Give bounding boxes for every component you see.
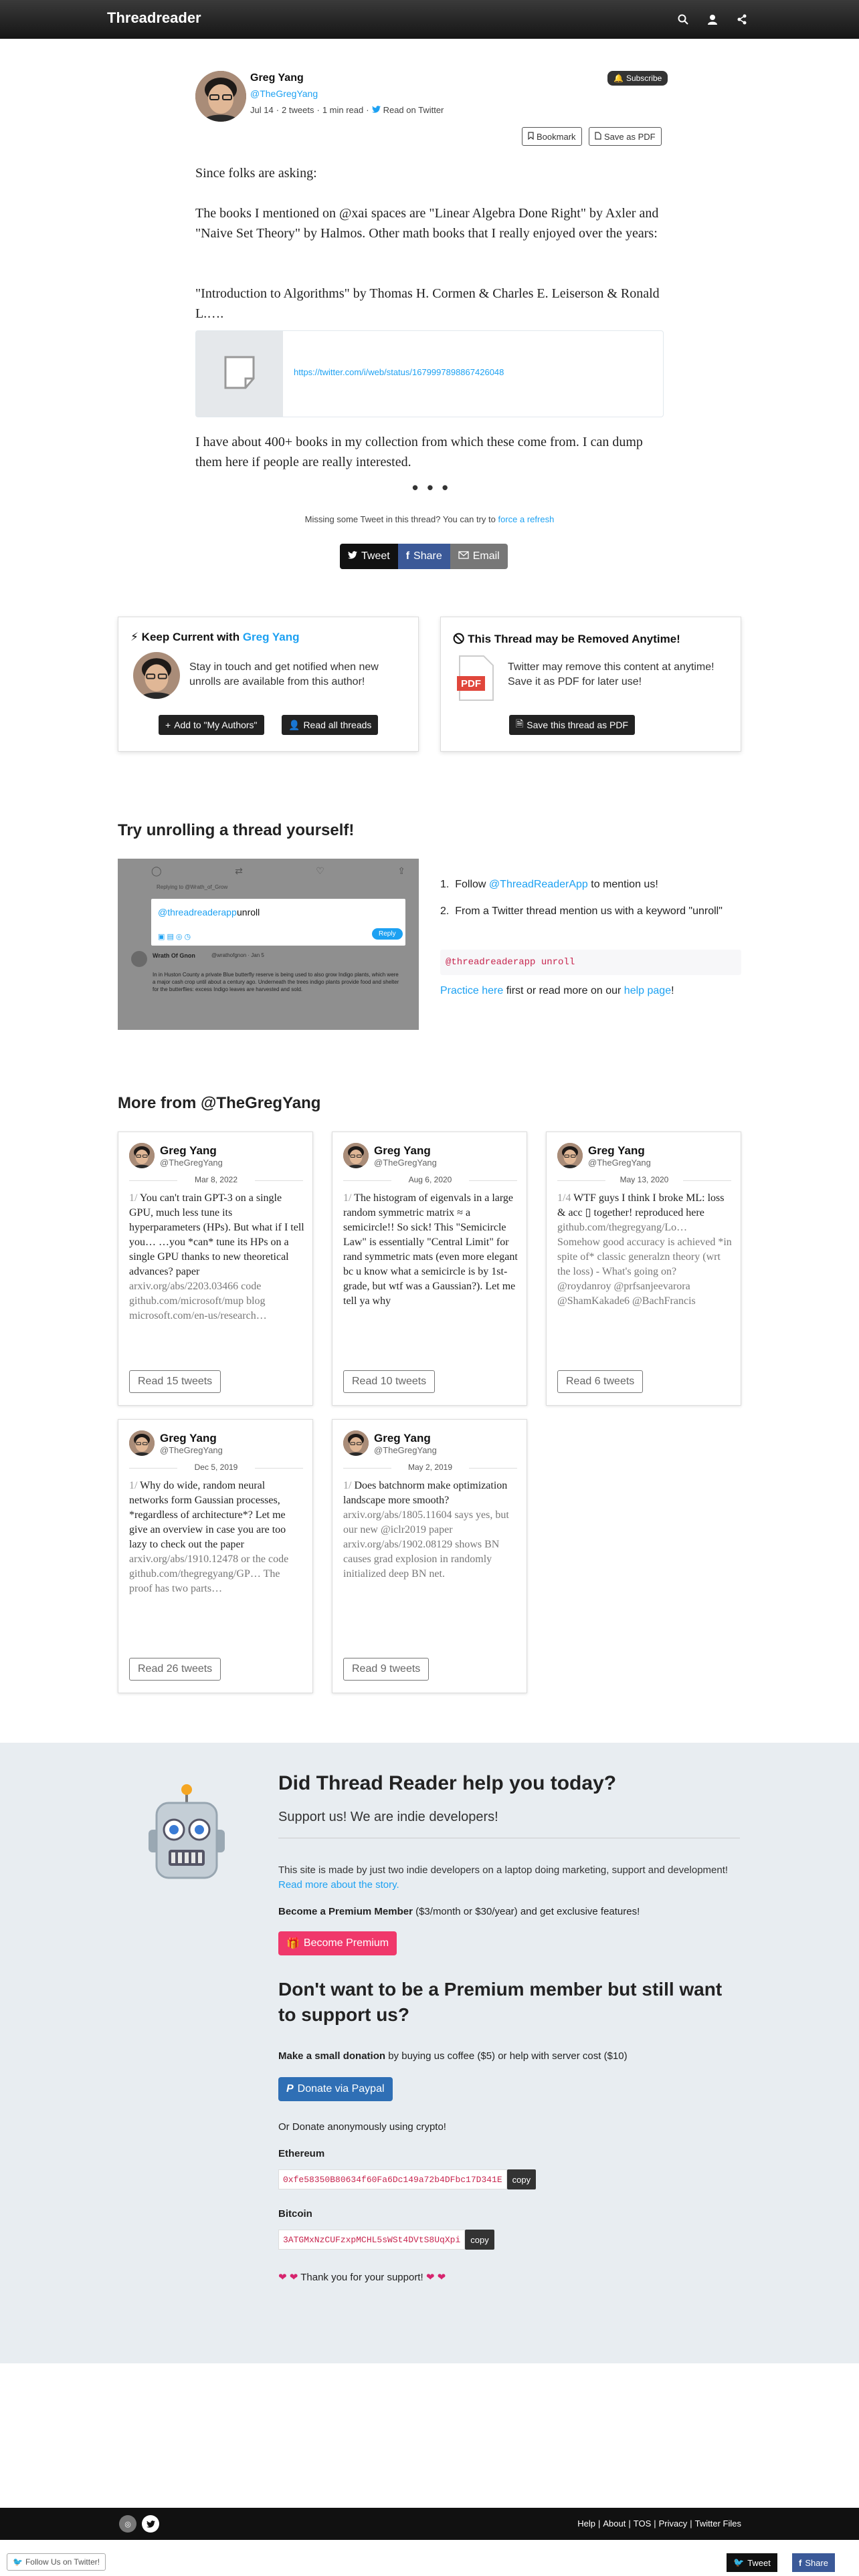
search-icon[interactable] [674,11,692,28]
bottom-bar [0,2551,859,2576]
threadreader-icon[interactable]: ◎ [119,2515,136,2533]
bitcoin-row [278,2230,494,2250]
bitcoin-address[interactable]: 3ATGMxNzCUFzxpMCHL5sWSt4DVtS8UqXpi [278,2230,465,2250]
copy-bitcoin-button[interactable]: copy [465,2230,494,2250]
removed-text: Twitter may remove this content at anytime! Save it as PDF for later use! [508,661,714,687]
follow-us-button[interactable]: 🐦 Follow Us on Twitter! [7,2553,106,2571]
step-1: 1. Follow @ThreadReaderApp to mention us! [440,879,658,890]
document-icon [221,354,258,394]
share-label: Share [413,550,442,562]
sample-avatar [131,951,147,967]
card-author-handle: @TheGregYang [374,1158,437,1168]
follow-link[interactable]: @ThreadReaderApp [488,879,588,890]
share-buttons [340,544,508,569]
card-tweet-number: 1/4 [557,1192,571,1204]
tweet-paragraph: I have about 400+ books in my collection from which these come from. I can dump them here if people are really interested. [195,435,643,469]
footer-links: Help | About | TOS | Privacy | Twitter Files [577,2518,741,2529]
plus-icon: + [165,720,171,730]
support-subtitle: Support us! We are indie developers! [278,1810,498,1824]
read-tweets-button[interactable]: Read 15 tweets [129,1370,221,1393]
paypal-icon: P [286,2083,294,2095]
read-tweets-button[interactable]: Read 10 tweets [343,1370,435,1393]
card-avatar [343,1143,369,1168]
author-handle[interactable]: @TheGregYang [250,88,318,99]
story-link[interactable]: Read more about the story. [278,1879,399,1891]
email-button[interactable] [450,544,508,569]
copy-ethereum-button[interactable]: copy [507,2169,536,2189]
tweet-label: Tweet [361,550,390,562]
step-2: 2. From a Twitter thread mention us with a keyword "unroll" [440,905,723,917]
navbar [0,0,859,39]
help-page-link[interactable]: help page [624,985,672,996]
card-text [343,1191,518,1309]
footer-link-help[interactable]: Help [577,2518,595,2529]
support-title-2: Don't want to be a Premium member but still want to support us? [278,1979,723,2025]
read-tweets-button[interactable]: Read 26 tweets [129,1658,221,1681]
reply-button: Reply [372,928,403,940]
user-icon[interactable] [704,11,721,28]
pdf-file-icon [457,655,496,702]
card-author-name: Greg Yang [160,1432,217,1444]
compose-icons: ▣ ▤ ◎ ◷ [158,933,191,941]
sample-author: Wrath Of Gnon [153,952,195,959]
bookmark-icon [528,132,534,142]
card-date: Mar 8, 2022 [129,1175,303,1184]
tweet-count: 2 tweets [282,105,314,115]
card-tweet-number: 1/ [129,1480,138,1491]
thread-card[interactable] [546,1132,741,1406]
thread-meta: Jul 14 · 2 tweets · 1 min read · Read on Twitter [250,105,444,115]
card-author-handle: @TheGregYang [588,1158,651,1168]
file-icon: 🗎 [516,718,524,729]
card-text [557,1191,733,1309]
author-link[interactable]: Greg Yang [242,631,300,643]
donate-paypal-button[interactable]: P Donate via Paypal [278,2077,393,2101]
save-thread-pdf-button[interactable]: 🗎 Save this thread as PDF [509,715,635,735]
card-author-name: Greg Yang [160,1144,217,1157]
thread-card[interactable] [332,1132,527,1406]
tweet-paragraph: "Introduction to Algorithms" by Thomas H. Cormen & Charles E. Leiserson & Ronald L.…. [195,286,660,321]
thread-card[interactable] [118,1419,313,1693]
card-author-name: Greg Yang [374,1432,431,1444]
card-avatar [343,1430,369,1456]
footer-link-twitter-files[interactable]: Twitter Files [694,2518,741,2529]
crypto-text: Or Donate anonymously using crypto! [278,2121,446,2133]
facebook-icon: f [799,2557,802,2568]
card-author-name: Greg Yang [588,1144,645,1157]
twitter-bird-icon: 🐦 [733,2557,745,2567]
unroll-demo-image [118,859,419,1030]
thanks-text: ❤ ❤ Thank you for your support! ❤ ❤ [278,2272,446,2283]
tweet-paragraph: Since folks are asking: [195,166,317,181]
twitter-bird-icon: 🐦 [13,2557,23,2567]
thread-card[interactable] [118,1132,313,1406]
envelope-icon [458,550,469,562]
card-tweet-number: 1/ [343,1480,352,1491]
facebook-share-button[interactable] [398,544,450,569]
card-date: Dec 5, 2019 [129,1463,303,1472]
card-avatar [557,1143,583,1168]
twitter-bird-icon [372,105,381,115]
keep-current-title: ⚡ Keep Current with Greg Yang [130,631,300,643]
footer-link-privacy[interactable]: Privacy [658,2518,688,2529]
read-all-threads-button[interactable]: 👤 Read all threads [282,715,378,735]
tweet-action-icons [151,865,405,881]
heart-icons: ❤ ❤ [278,2272,298,2283]
try-unroll-title: Try unrolling a thread yourself! [118,821,355,839]
more-from-title: More from @TheGregYang [118,1094,321,1112]
card-text [129,1479,304,1596]
twitter-bird-icon [348,550,357,562]
card-tweet-text: The histogram of eigenvals in a large random symmetric matrix ≈ a semicircle!! So sick! This "Semicircle Law" is essentially "Central Limit" for rand symmetric mats (even more elegant bc u know what a semicircle is by 1st-grade, but wtf was a Gaussian?). Let me tell ya why [343,1192,518,1307]
author-avatar [133,652,180,699]
twitter-icon[interactable] [142,2515,159,2533]
email-label: Email [472,550,500,562]
retweet-icon: ⇄ [235,865,243,876]
reply-icon: ◯ [151,865,162,876]
footer-share-button[interactable]: f Share [792,2553,835,2572]
card-tweet-links: github.com/thegregyang/Lo… Somehow good accuracy is achieved *in spite of* classic generalzn theory (wrt the loss) - What's going on? @roydanroy @prfsanjeevarora @ShamKakade6 @BachFrancis [557,1222,732,1307]
ban-icon: 🛇 [453,633,465,645]
heart-icons: ❤ ❤ [425,2272,446,2283]
card-avatar [129,1430,155,1456]
keep-current-card [118,617,419,752]
card-tweet-number: 1/ [129,1192,138,1204]
card-date: Aug 6, 2020 [343,1175,517,1184]
ethereum-label: Ethereum [278,2148,325,2159]
card-text [129,1191,304,1323]
facebook-icon: f [405,550,410,562]
card-tweet-links: arxiv.org/abs/2203.03466 code github.com/microsoft/mup blog microsoft.com/en-us/research… [129,1281,267,1321]
bitcoin-label: Bitcoin [278,2208,312,2220]
gift-icon: 🎁 [286,1938,300,1949]
upload-icon: ⇪ [397,865,405,876]
footer-link-tos[interactable]: TOS [633,2518,652,2529]
unroll-code: @threadreaderapp unroll [440,950,741,975]
missing-text: Missing some Tweet in this thread? You can try to [304,514,496,524]
ethereum-row [278,2169,536,2189]
support-section [0,1743,859,2363]
sample-text: In in Huston County a private Blue butterfly reserve is being used to also grow Indigo plants, which were a major cash crop until about a century ago. Underneath the trees indigo plants provide food and shelter for the butterflies: excess Indigo leaves are harvested and sold. [153,972,399,992]
link-card-thumbnail [196,331,283,417]
support-body: This site is made by just two indie developers on a laptop doing marketing, support and development! Read more about the story. [278,1864,729,1891]
mention-text: @threadreaderapp [158,907,237,918]
robot-icon [143,1783,230,1883]
practice-link[interactable]: Practice here [440,985,504,996]
bookmark-button[interactable] [522,127,582,146]
read-tweets-button[interactable]: Read 6 tweets [557,1370,643,1393]
author-avatar[interactable] [195,71,246,122]
brand-logo[interactable]: Threadreader [107,9,201,26]
thread-removed-card [440,617,741,752]
card-tweet-text: You can't train GPT-3 on a single GPU, much less tune its hyperparameters (HPs). But what if I tell you… …you *can* tune its HPs on a single GPU thanks to new theoretical advances? paper [129,1192,304,1277]
add-to-my-authors-button[interactable]: + Add to "My Authors" [159,715,264,735]
read-on-twitter-link[interactable]: Read on Twitter [383,105,444,115]
reply-box [151,899,405,946]
card-tweet-text: Why do wide, random neural networks form Gaussian processes, *regardless of architecture*? Let me give an overview in case you are too lazy to check out the paper [129,1480,286,1550]
replying-to: Replying to @Wrath_of_Grow [157,884,228,890]
save-pdf-label: Save as PDF [604,131,656,142]
thread-end-dots: • • • [412,477,450,498]
author-name[interactable]: Greg Yang [250,72,304,84]
practice-line: Practice here first or read more on our help page! [440,985,674,996]
missing-tweet-note [0,514,859,524]
bookmark-label: Bookmark [537,131,576,142]
unroll-word: unroll [237,907,260,918]
support-title: Did Thread Reader help you today? [278,1772,617,1794]
card-tweet-text: Does batchnorm make optimization landscape more smooth? [343,1480,508,1506]
become-premium-button[interactable]: 🎁 Become Premium [278,1931,397,1955]
sample-meta: @wrathofgnon · Jan 5 [211,952,264,958]
footer-tweet-button[interactable]: 🐦 Tweet [727,2553,777,2572]
card-date: May 13, 2020 [557,1175,731,1184]
donation-text: Make a small donation by buying us coffee ($5) or help with server cost ($10) [278,2050,628,2062]
link-card[interactable] [195,330,664,417]
footer [0,2508,859,2540]
card-author-handle: @TheGregYang [160,1158,223,1168]
user-icon: 👤 [288,719,300,730]
card-author-name: Greg Yang [374,1144,431,1157]
ethereum-address[interactable]: 0xfe58350B80634f60Fa6Dc149a72b4DFbc17D341E [278,2169,507,2189]
card-author-handle: @TheGregYang [374,1445,437,1455]
tweet-paragraph: The books I mentioned on @xai spaces are "Linear Algebra Done Right" by Axler and "Naive Set Theory" by Halmos. Other math books that I really enjoyed over the years: [195,206,659,241]
card-author-handle: @TheGregYang [160,1445,223,1455]
subscribe-button[interactable] [607,71,668,86]
link-card-url[interactable]: https://twitter.com/i/web/status/1679997898867426048 [294,367,504,377]
pdf-label: PDF [461,678,481,689]
card-tweet-links: arxiv.org/abs/1910.12478 or the code github.com/thegregyang/GP… The proof has two parts… [129,1553,289,1594]
thread-card[interactable] [332,1419,527,1693]
file-icon [595,132,601,142]
subscribe-label: Subscribe [626,74,662,83]
thread-date: Jul 14 [250,105,274,115]
card-avatar [129,1143,155,1168]
bell-icon: 🔔 [613,74,624,83]
like-icon: ♡ [316,865,324,876]
share-icon[interactable] [733,11,751,28]
card-tweet-links: arxiv.org/abs/1805.11604 says yes, but our new @iclr2019 paper arxiv.org/abs/1902.08129 shows BN causes grad explosion in randomly initialized deep BN net. [343,1509,509,1580]
keep-current-text: Stay in touch and get notified when new unrolls are available from this author! [189,661,379,687]
premium-text: Become a Premium Member ($3/month or $30/year) and get exclusive features! [278,1906,640,1917]
card-date: May 2, 2019 [343,1463,517,1472]
tweet-button[interactable] [340,544,398,569]
card-text [343,1479,518,1582]
save-pdf-button[interactable] [589,127,662,146]
card-tweet-number: 1/ [343,1192,352,1204]
card-tweet-text: WTF guys I think I broke ML: loss & acc ▯ together! reproduced here [557,1192,725,1218]
force-refresh-link[interactable]: force a refresh [498,514,555,524]
removed-title: 🛇 This Thread may be Removed Anytime! [453,633,680,645]
footer-link-about[interactable]: About [603,2518,626,2529]
read-time: 1 min read [322,105,364,115]
sample-tweet [131,951,405,1026]
read-tweets-button[interactable]: Read 9 tweets [343,1658,429,1681]
bolt-icon: ⚡ [130,631,138,643]
